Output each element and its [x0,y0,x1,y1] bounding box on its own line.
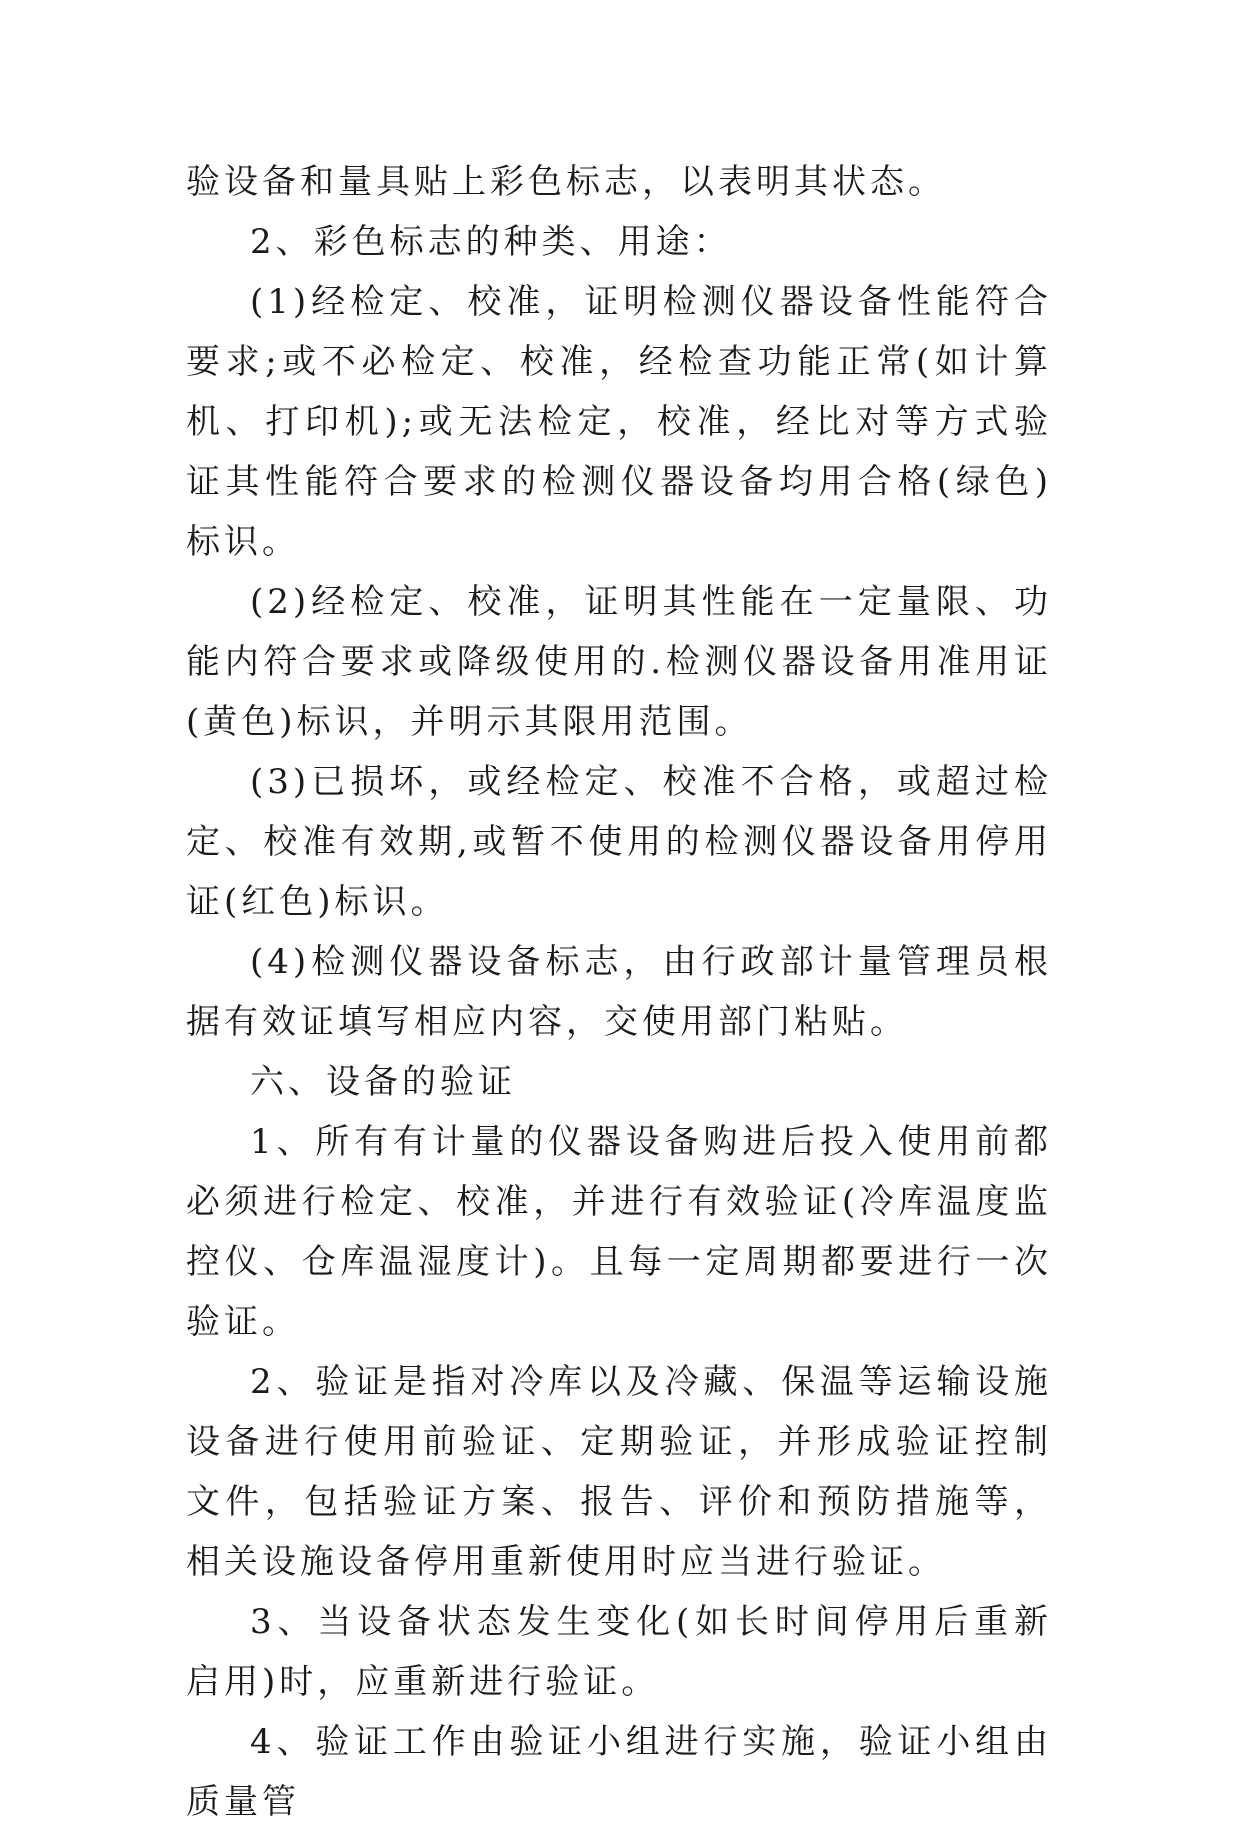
paragraph: (3)已损坏，或经检定、校准不合格，或超过检定、校准有效期,或暂不使用的检测仪器设备用停用证(红色)标识。 [186,762,1052,922]
paragraph: 4、验证工作由验证小组进行实施，验证小组由质量管 [186,1722,1052,1822]
paragraph: 2、彩色标志的种类、用途： [250,222,732,262]
paragraph: (4)检测仪器设备标志，由行政部计量管理员根据有效证填写相应内容，交使用部门粘贴。 [186,942,1052,1042]
paragraph: 3、当设备状态发生变化(如长时间停用后重新启用)时，应重新进行验证。 [186,1602,1052,1702]
paragraph: (1)经检定、校准，证明检测仪器设备性能符合要求;或不必检定、校准，经检查功能正常(如计算机、打印机);或无法检定，校准，经比对等方式验证其性能符合要求的检测仪器设备均用合格(绿色)标识。 [186,282,1052,562]
section-heading: 六、设备的验证 [250,1062,516,1102]
paragraph: 1、所有有计量的仪器设备购进后投入使用前都必须进行检定、校准，并进行有效验证(冷库温度监控仪、仓库温湿度计)。且每一定周期都要进行一次验证。 [186,1122,1052,1342]
paragraph: 验设备和量具贴上彩色标志，以表明其状态。 [186,162,946,202]
document-body [186,152,1052,1832]
paragraph: (2)经检定、校准，证明其性能在一定量限、功能内符合要求或降级使用的.检测仪器设备用准用证(黄色)标识，并明示其限用范围。 [186,582,1052,742]
paragraph: 2、验证是指对冷库以及冷藏、保温等运输设施设备进行使用前验证、定期验证，并形成验证控制文件，包括验证方案、报告、评价和预防措施等，相关设施设备停用重新使用时应当进行验证。 [186,1362,1052,1582]
